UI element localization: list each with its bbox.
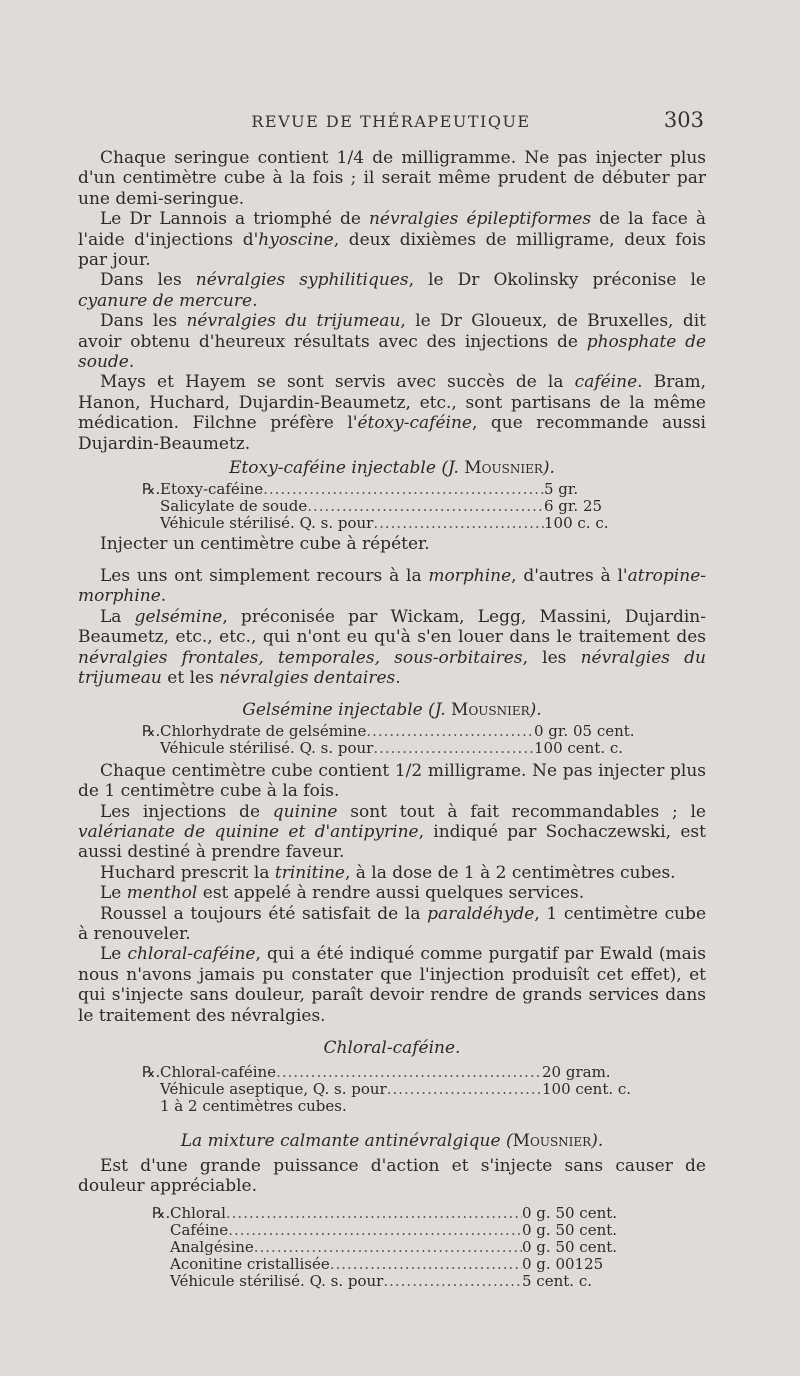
formula-gelsemine bbox=[78, 723, 662, 757]
formula-row: ℞. Chlorhydrate de gelsémine ..... 0 gr. 05 cent. bbox=[142, 723, 662, 740]
formula-mixture bbox=[78, 1205, 632, 1290]
formula-row: Véhicule aseptique, Q. s. pour ..... 100 cent. c. bbox=[142, 1081, 642, 1098]
paragraph: Chaque centimètre cube contient 1/2 milligrame. Ne pas injecter plus de 1 centimètre cube à la fois. bbox=[78, 760, 706, 802]
paragraph: Est d'une grande puissance d'action et s'injecte sans causer de douleur appréciable. bbox=[78, 1155, 706, 1197]
running-head: REVUE DE THÉRAPEUTIQUE bbox=[251, 112, 531, 131]
paragraph: Injecter un centimètre cube à répéter. bbox=[100, 533, 430, 554]
paragraph: Huchard prescrit la trinitine, à la dose de 1 à 2 centimètres cubes. bbox=[100, 862, 676, 883]
formula-row: Véhicule stérilisé. Q. s. pour ..... 5 cent. c. bbox=[152, 1273, 632, 1290]
formula-row: Salicylate de soude ..... 6 gr. 25 bbox=[142, 498, 624, 515]
paragraph: La gelsémine, préconisée par Wickam, Legg, Massini, Dujardin-Beaumetz, etc., etc., qui n'ont eu qu'à s'en louer dans le traitement des névralgies frontales, temporales, sous-orbitaires, les névralgies du trijumeau et les névralgies dentaires. bbox=[78, 606, 706, 688]
paragraph: Les uns ont simplement recours à la morphine, d'autres à l'atropine-morphine. bbox=[78, 565, 706, 607]
paragraph: Les injections de quinine sont tout à fait recommandables ; le valérianate de quinine et d'antipyrine, indiqué par Sochaczewski, est aussi destiné à prendre faveur. bbox=[78, 801, 706, 863]
formula-row: 1 à 2 centimètres cubes. bbox=[160, 1097, 347, 1116]
paragraph: Le menthol est appelé à rendre aussi quelques services. bbox=[100, 883, 585, 904]
paragraph: Le Dr Lannois a triomphé de névralgies épileptiformes de la face à l'aide d'injections d'hyoscine, deux dixièmes de milligrame, deux fois par jour. bbox=[78, 209, 707, 271]
formula-row: Aconitine cristallisée ..... 0 g. 00125 bbox=[152, 1256, 632, 1273]
formula-chloral-cafeine bbox=[78, 1064, 642, 1115]
formula-heading: Gelsémine injectable (J. Mousnier). bbox=[242, 700, 542, 721]
paragraph: Dans les névralgies du trijumeau, le Dr Gloueux, de Bruxelles, dit avoir obtenu d'heureux résultats avec des injections de phosphate de soude. bbox=[78, 311, 707, 373]
formula-row: Analgésine ..... 0 g. 50 cent. bbox=[152, 1239, 632, 1256]
formula-row: ℞. Etoxy-caféine ..... 5 gr. bbox=[142, 481, 624, 498]
formula-etoxy-cafeine bbox=[78, 481, 624, 532]
page-body bbox=[78, 148, 706, 1290]
paragraph: Roussel a toujours été satisfait de la paraldéhyde, 1 centimètre cube à renouveler. bbox=[78, 903, 706, 944]
formula-heading: La mixture calmante antinévralgique (Mousnier). bbox=[180, 1131, 604, 1152]
paragraph: Le chloral-caféine, qui a été indiqué comme purgatif par Ewald (mais nous n'avons jamais pu constater que l'injection produisît cet effet), et qui s'injecte sans douleur, paraît devoir rendre de grands services dans le traitement des névralgies. bbox=[78, 944, 706, 1026]
formula-row: ℞. Chloral ..... 0 g. 50 cent. bbox=[152, 1205, 632, 1222]
formula-heading: Chloral-caféine. bbox=[323, 1038, 461, 1059]
formula-row: ℞. Chloral-caféine ..... 20 gram. bbox=[142, 1064, 642, 1081]
formula-row: Véhicule stérilisé. Q. s. pour ..... 100 cent. c. bbox=[142, 740, 662, 757]
page-number: 303 bbox=[663, 108, 704, 132]
page-header bbox=[78, 108, 704, 142]
paragraph: Dans les névralgies syphilitiques, le Dr Okolinsky préconise le cyanure de mercure. bbox=[78, 270, 706, 311]
formula-row: Caféine ..... 0 g. 50 cent. bbox=[152, 1222, 632, 1239]
formula-heading: Etoxy-caféine injectable (J. Mousnier). bbox=[229, 458, 555, 479]
formula-row: Véhicule stérilisé. Q. s. pour ..... 100 c. c. bbox=[142, 515, 624, 532]
paragraph: Mays et Hayem se sont servis avec succès de la caféine. Bram, Hanon, Huchard, Dujardin-Beaumetz, etc., sont partisans de la même médication. Filchne préfère l'étoxy-caféine, que recommande aussi Dujardin-Beaumetz. bbox=[78, 372, 706, 454]
paragraph: Chaque seringue contient 1/4 de milligramme. Ne pas injecter plus d'un centimètre cube à la fois ; il serait même prudent de débuter par une demi-seringue. bbox=[78, 148, 706, 209]
